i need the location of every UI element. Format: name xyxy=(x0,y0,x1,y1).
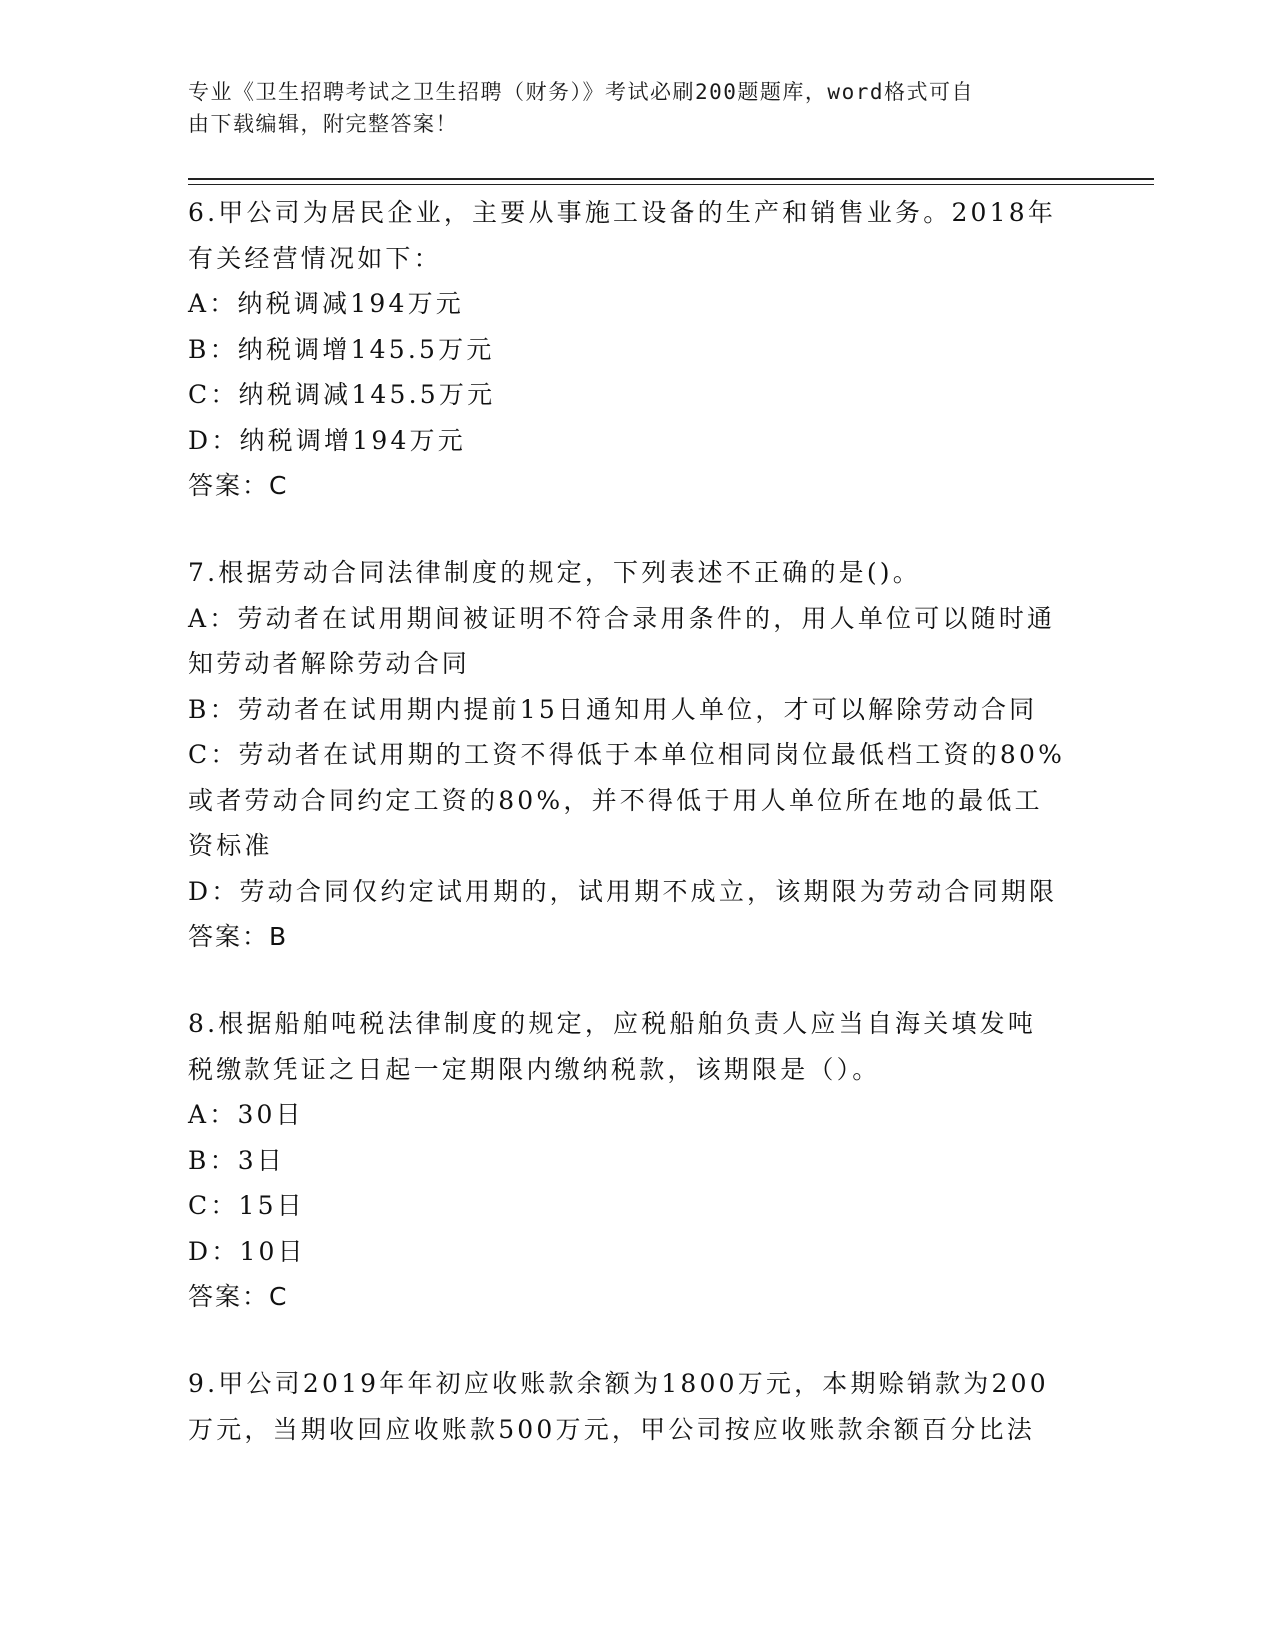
header-line-2: 由下载编辑，附完整答案！ xyxy=(188,112,458,136)
answer-option-line: A：劳动者在试用期间被证明不符合录用条件的，用人单位可以随时通 xyxy=(188,603,1056,633)
answer-option-line: 知劳动者解除劳动合同 xyxy=(188,649,471,678)
answer-option-line: B：3日 xyxy=(188,1145,286,1175)
answer-option xyxy=(188,327,1088,373)
question-stem-line: 9.甲公司2019年年初应收账款余额为1800万元，本期赊销款为200 xyxy=(188,1369,1049,1398)
answer-option-line: A：30日 xyxy=(188,1100,304,1129)
answer-option-line: A：纳税调减194万元 xyxy=(188,289,464,318)
answer-option-line: C：劳动者在试用期的工资不得低于本单位相同岗位最低档工资的80% xyxy=(188,740,1066,769)
header-divider-thick xyxy=(188,178,1154,180)
question-stem-line: 8.根据船舶吨税法律制度的规定，应税船舶负责人应当自海关填发吨 xyxy=(188,1009,1037,1038)
answer-option-line: 资标准 xyxy=(188,831,273,860)
question-stem-line: 7.根据劳动合同法律制度的规定，下列表述不正确的是()。 xyxy=(188,558,921,587)
answer-option xyxy=(188,732,1088,869)
answer-key: 答案：C xyxy=(188,471,289,500)
answer-key: 答案：C xyxy=(188,1282,289,1311)
answer-option xyxy=(188,596,1088,687)
answer-option-line: B：劳动者在试用期内提前15日通知用人单位，才可以解除劳动合同 xyxy=(188,694,1038,724)
header-divider-thin xyxy=(188,184,1154,185)
answer-option-line: D：10日 xyxy=(188,1236,306,1266)
answer-option xyxy=(188,869,1088,915)
question-stem-line: 有关经营情况如下： xyxy=(188,243,442,273)
answer-option xyxy=(188,687,1088,733)
question-list xyxy=(188,190,1088,1494)
question-block xyxy=(188,1001,1088,1319)
answer-option-line: D：纳税调增194万元 xyxy=(188,425,466,455)
answer-option-line: 或者劳动合同约定工资的80%，并不得低于用人单位所在地的最低工 xyxy=(188,785,1043,815)
question-block xyxy=(188,190,1088,508)
document-header xyxy=(188,76,1068,140)
answer-option xyxy=(188,1092,1088,1138)
header-line-1: 专业《卫生招聘考试之卫生招聘（财务）》考试必刷200题题库，word格式可自 xyxy=(188,80,974,104)
question-block xyxy=(188,550,1088,959)
question-block xyxy=(188,1361,1088,1452)
answer-option-line: D：劳动合同仅约定试用期的，试用期不成立，该期限为劳动合同期限 xyxy=(188,876,1058,906)
question-stem-line: 万元，当期收回应收账款500万元，甲公司按应收账款余额百分比法 xyxy=(188,1414,1035,1444)
answer-option xyxy=(188,1183,1088,1229)
answer-option xyxy=(188,1138,1088,1184)
answer-option xyxy=(188,1229,1088,1275)
answer-option xyxy=(188,372,1088,418)
question-stem-line: 6.甲公司为居民企业，主要从事施工设备的生产和销售业务。2018年 xyxy=(188,198,1057,227)
answer-key: 答案：B xyxy=(188,922,289,951)
answer-option-line: C：15日 xyxy=(188,1191,305,1220)
question-stem-line: 税缴款凭证之日起一定期限内缴纳税款，该期限是（）。 xyxy=(188,1054,881,1084)
answer-option xyxy=(188,281,1088,327)
answer-option xyxy=(188,418,1088,464)
answer-option-line: B：纳税调增145.5万元 xyxy=(188,334,495,364)
answer-option-line: C：纳税调减145.5万元 xyxy=(188,380,496,409)
